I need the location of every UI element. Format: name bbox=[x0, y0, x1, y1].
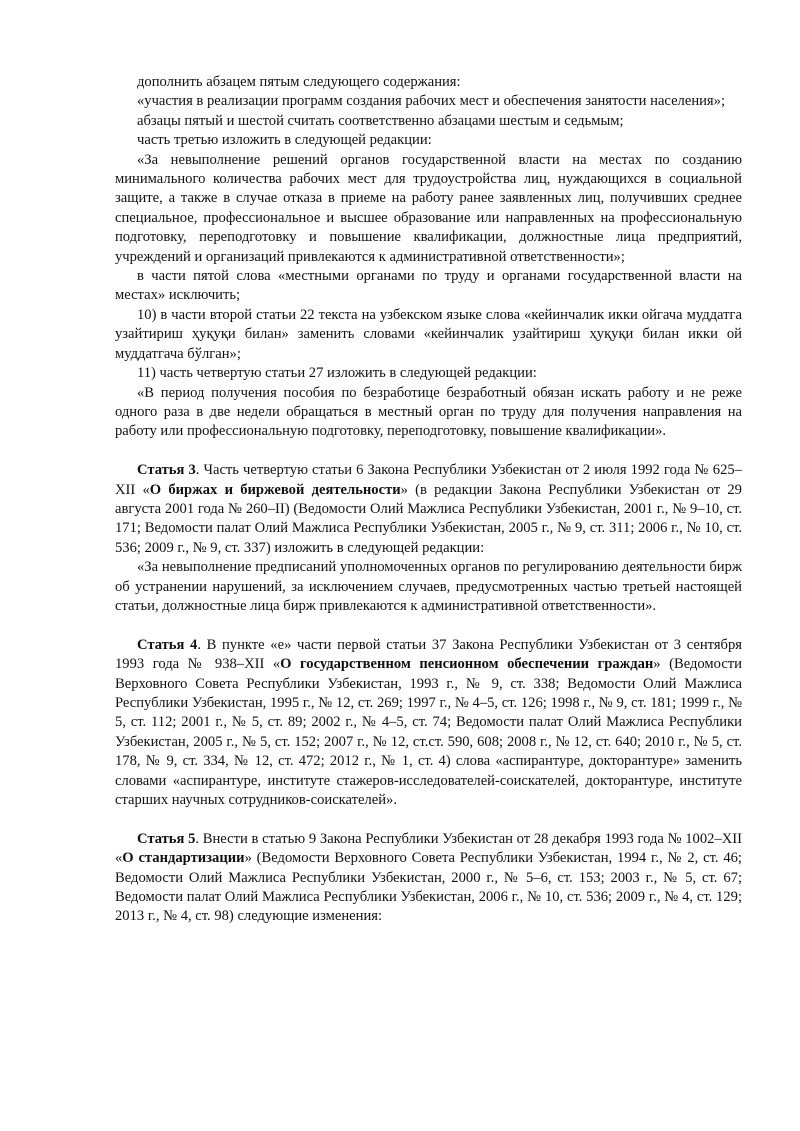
article-5-paragraph bbox=[115, 830, 742, 927]
article-3-quote: «За невыполнение предписаний уполномоченных органов по регулированию деятельности бирж об устранении нарушений, за исключением случаев, предусмотренных частью третьей настоящей статьи, должностные лица бирж привлекаются к административной ответственности». bbox=[115, 559, 742, 614]
spacer bbox=[115, 442, 742, 461]
paragraph-item-11: 11) часть четвертую статьи 27 изложить в следующей редакции: bbox=[137, 365, 537, 382]
article-3-paragraph bbox=[115, 461, 742, 558]
spacer bbox=[115, 616, 742, 635]
article-3-law-title: О биржах и биржевой деятельности bbox=[149, 481, 401, 498]
paragraph-renumber: абзацы пятый и шестой считать соответственно абзацами шестым и седьмым; bbox=[137, 112, 624, 129]
paragraph-quote-employment: «участия в реализации программ создания рабочих мест и обеспечения занятости населения»; bbox=[137, 93, 725, 110]
paragraph-add-fifth: дополнить абзацем пятым следующего содержания: bbox=[137, 74, 461, 90]
spacer bbox=[115, 810, 742, 829]
article-4-text-1: . В пункте «е» части первой статьи 37 Закона Республики Узбекистан от 3 сентября 1993 года № 938–XII « bbox=[115, 636, 742, 673]
article-4-law-title: О государственном пенсионном обеспечении граждан bbox=[280, 656, 654, 673]
article-4-paragraph bbox=[115, 636, 742, 811]
article-3-label: Статья 3 bbox=[137, 462, 196, 479]
article-4-label: Статья 4 bbox=[137, 636, 198, 653]
article-5-text-2: » (Ведомости Верховного Совета Республики Узбекистан, 1994 г., № 2, ст. 46; Ведомости Олий Мажлиса Республики Узбекистан, 2000 г., № 5–6, ст. 153; 2003 г., № 5, ст. 67; Ведомости палат Олий Мажлиса Республики Узбекистан, 2006 г., № 10, ст. 536; 2009 г., № 4, ст. 129; 2013 г., № 4, ст. 98) следующие изменения: bbox=[115, 850, 742, 925]
article-5-label: Статья 5 bbox=[137, 830, 196, 847]
paragraph-part-three: часть третью изложить в следующей редакции: bbox=[137, 132, 432, 149]
paragraph-quote-unemployment: «В период получения пособия по безработице безработный обязан искать работу и не реже одного раза в две недели обращаться в местный орган по труду для получения направления на работу или профессиональную подготовку, переподготовку, повышение квалификации». bbox=[115, 384, 742, 440]
paragraph-part-five: в части пятой слова «местными органами по труду и органами государственной власти на местах» исключить; bbox=[115, 268, 742, 304]
article-3-text-2: » (в редакции Закона Республики Узбекистан от 29 августа 2001 года № 260–II) (Ведомости Олий Мажлиса Республики Узбекистан, 2001 г., № 9–10, ст. 171; Ведомости палат Олий Мажлиса Республики Узбекистан, 2005 г., № 9, ст. 311; 2006 г., № 10, ст. 536; 2009 г., № 9, ст. 337) изложить в следующей редакции: bbox=[115, 481, 742, 556]
article-5-text-1: . Внести в статью 9 Закона Республики Узбекистан от 28 декабря 1993 года № 1002–XII « bbox=[115, 830, 742, 867]
paragraph-item-10: 10) в части второй статьи 22 текста на узбекском языке слова «кейинчалик икки ойгача муддатга узайтириш ҳуқуқи билан» заменить словами «кейинчалик узайтириш ҳуқуқи билан икки ой муддатгача бўлган»; bbox=[115, 306, 742, 362]
paragraph-quote-liability: «За невыполнение решений органов государственной власти на местах по созданию минимального количества рабочих мест для трудоустройства лиц, нуждающихся в социальной защите, а также в случае отказа в приеме на работу ранее заявленных лиц, получивших среднее специальное, профессиональное и высшее образование или направленных на профессиональную подготовку, переподготовку и повышение квалификации, должностные лица предприятий, учреждений и организаций привлекаются к административной ответственности»; bbox=[115, 151, 742, 265]
article-4-text-2: » (Ведомости Верховного Совета Республики Узбекистан, 1993 г., № 9, ст. 338; Ведомости Олий Мажлиса Республики Узбекистан, 1995 г., № 12, ст. 269; 1997 г., № 4–5, ст. 126; 1998 г., № 9, ст. 181; 1999 г., № 5, ст. 112; 2001 г., № 5, ст. 89; 2002 г., № 4–5, ст. 74; Ведомости палат Олий Мажлиса Республики Узбекистан, 2005 г., № 5, ст. 152; 2007 г., № 12, ст.ст. 590, 608; 2008 г., № 12, ст. 640; 2010 г., № 5, ст. 178, № 9, ст. 334, № 12, ст. 472; 2012 г., № 1, ст. 4) слова «аспирантуре, докторантуре» заменить словами «аспирантуре, институте стажеров-исследователей-соискателей, докторантуре, институте старших научных сотрудников-соискателей». bbox=[115, 656, 742, 808]
article-5-law-title: О стандартизации bbox=[122, 850, 245, 867]
article-3-text-1: . Часть четвертую статьи 6 Закона Республики Узбекистан от 2 июля 1992 года № 625–XII « bbox=[115, 462, 742, 498]
